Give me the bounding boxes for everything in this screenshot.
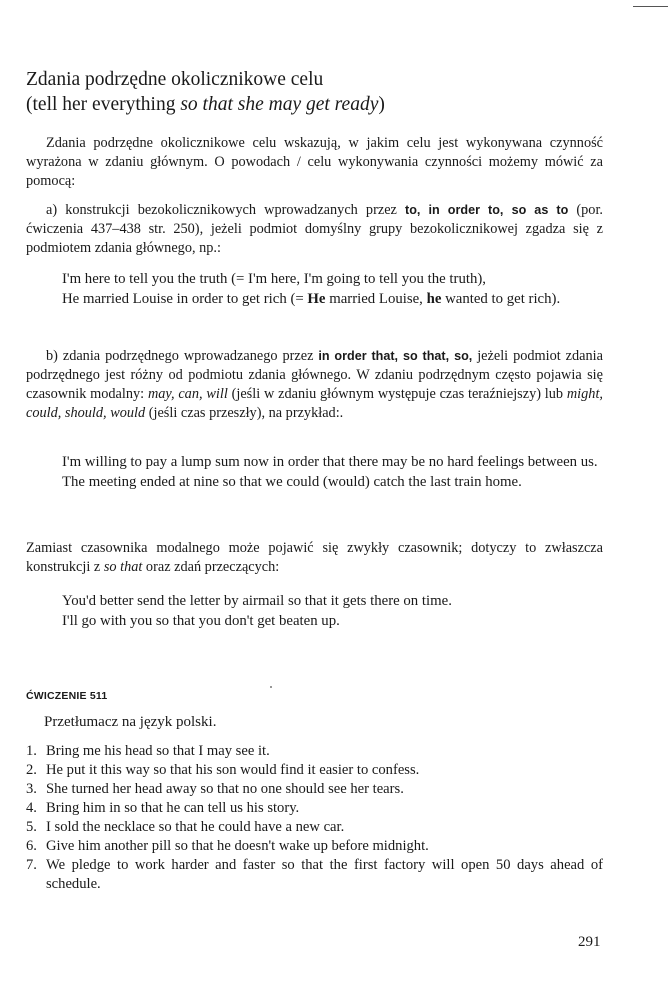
example-sentence: The meeting ended at nine so that we could (would) catch the last train home.	[62, 473, 522, 490]
exercise-list	[26, 742, 603, 894]
list-item	[26, 837, 603, 856]
examples-a	[62, 270, 603, 309]
heading-title: Zdania podrzędne okolicznikowe celu	[26, 69, 324, 90]
keyword: in order that,	[318, 349, 399, 363]
keyword: in order to,	[428, 203, 504, 217]
text-run: Zamiast czasownika modalnego może pojawić się zwykły czasownik; dotyczy to zwłaszcza konstrukcji z	[26, 540, 603, 575]
page-number: 291	[578, 934, 601, 950]
point-a-paragraph	[26, 201, 603, 258]
item-number: 6.	[26, 838, 37, 854]
subtitle-suffix: )	[378, 94, 385, 115]
item-number: 3.	[26, 781, 37, 797]
text-run: (jeśli w zdaniu głównym występuje czas teraźniejszy) lub	[227, 386, 567, 402]
text-run: wanted to get rich).	[441, 290, 561, 307]
item-number: 1.	[26, 743, 37, 759]
list-item	[26, 818, 603, 837]
item-text: She turned her head away so that no one should see her tears.	[46, 781, 404, 797]
item-text: I sold the necklace so that he could have a new car.	[46, 819, 345, 835]
examples-c	[62, 592, 603, 631]
intro-paragraph	[26, 134, 603, 191]
point-b-text	[26, 347, 603, 423]
subtitle-prefix: (tell her everything	[26, 94, 181, 115]
item-text: Bring me his head so that I may see it.	[46, 743, 270, 759]
text-run: a) konstrukcji bezokolicznikowych wprowadzanych przez	[46, 202, 406, 218]
item-number: 5.	[26, 819, 37, 835]
text-run: (jeśli czas przeszły), na przykład:.	[145, 405, 344, 421]
note-paragraph	[26, 539, 603, 577]
example-sentence: You'd better send the letter by airmail so that it gets there on time.	[62, 593, 452, 609]
item-text: Bring him in so that he can tell us his story.	[46, 800, 300, 816]
section-heading	[26, 67, 646, 117]
item-text: He put it this way so that his son would find it easier to confess.	[46, 762, 420, 778]
italic-term: might, could, should, would	[26, 386, 603, 421]
item-text: Give him another pill so that he doesn't wake up before midnight.	[46, 838, 429, 854]
item-number: 7.	[26, 857, 37, 873]
list-item	[26, 856, 603, 894]
item-text: We pledge to work harder and faster so that the first factory will open 50 days ahead of schedule.	[46, 857, 603, 892]
italic-term: so that	[103, 559, 143, 575]
subtitle-example: so that she may get ready	[180, 94, 379, 115]
item-number: 2.	[26, 762, 37, 778]
example-sentence: I'll go with you so that you don't get beaten up.	[62, 612, 340, 629]
intro-text: Zdania podrzędne okolicznikowe celu wskazują, w jakim celu jest wykonywana czynność wyrażona w zdaniu głównym. O powodach / celu wykonywania czynności możemy mówić za pomocą:	[26, 135, 603, 189]
keyword: so as to	[511, 203, 569, 217]
list-item	[26, 780, 603, 799]
exercise-instruction: Przetłumacz na język polski.	[44, 714, 217, 730]
emphasis: He	[307, 290, 326, 307]
keyword: to,	[405, 203, 421, 217]
examples-b	[62, 453, 603, 492]
point-b-paragraph	[26, 347, 603, 423]
note-text	[26, 539, 603, 577]
keyword: so,	[454, 349, 473, 363]
exercise-title: ĆWICZENIE 511	[26, 690, 108, 702]
stray-dot	[270, 686, 272, 688]
example-sentence: I'm willing to pay a lump sum now in order that there may be no hard feelings between us.	[62, 454, 598, 470]
list-item	[26, 742, 603, 761]
emphasis: he	[426, 290, 442, 307]
text-run: jeżeli podmiot zdania podrzędnego jest różny od podmiotu zdania głównego. W zdaniu podrzędnym często pojawia się czasownik modalny:	[26, 348, 603, 402]
text-run: b) zdania podrzędnego wprowadzanego przez	[46, 348, 319, 364]
example-sentence: I'm here to tell you the truth (= I'm here, I'm going to tell you the truth),	[62, 271, 486, 287]
keyword: so that,	[402, 349, 450, 363]
example-sentence	[62, 290, 603, 310]
list-item	[26, 761, 603, 780]
italic-term: may, can, will	[147, 386, 228, 402]
list-item	[26, 799, 603, 818]
text-run: oraz zdań przeczących:	[142, 559, 280, 575]
text-run: married Louise,	[325, 290, 427, 307]
text-run: He married Louise in order to get rich (=	[62, 290, 308, 307]
heading-subtitle	[26, 92, 646, 117]
item-number: 4.	[26, 800, 37, 816]
text-run: (por. ćwiczenia 437–438 str. 250), jeżeli podmiot domyślny grupy bezokolicznikowej zgadza się z podmiotem zdania głównego, np.:	[26, 202, 603, 256]
point-a-text	[26, 201, 603, 258]
top-rule	[633, 6, 668, 7]
